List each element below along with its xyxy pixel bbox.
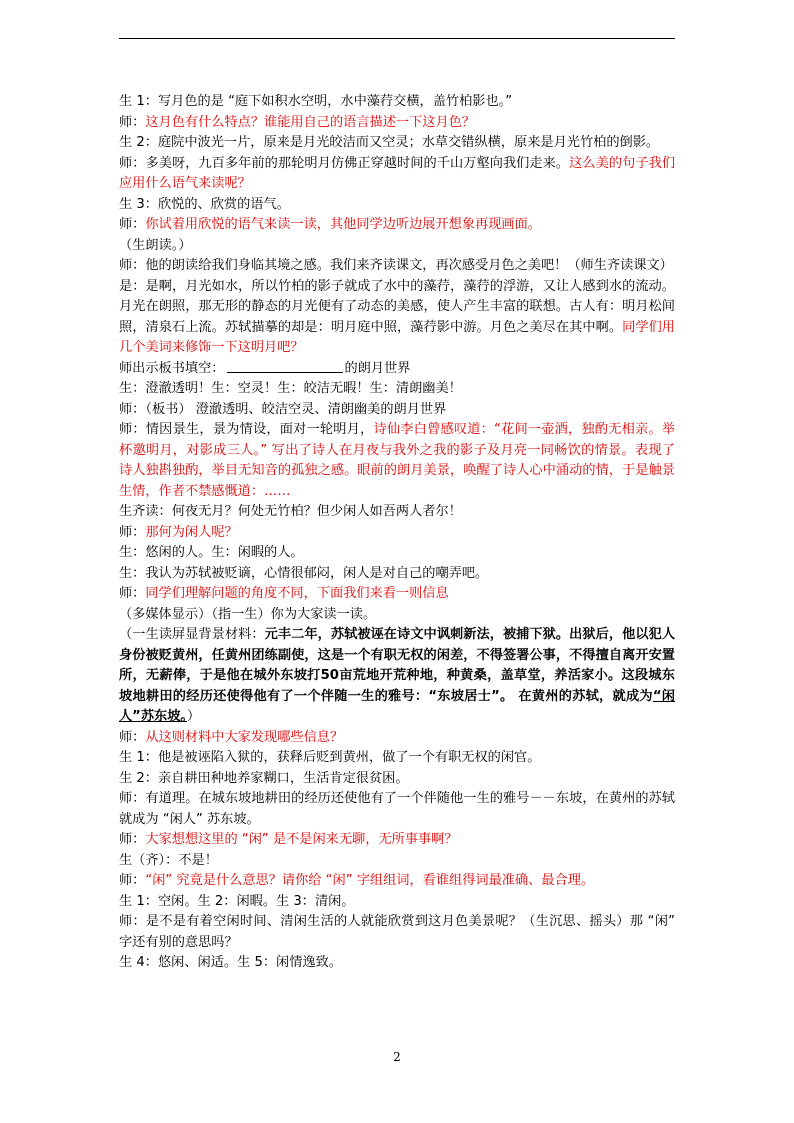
- paragraph: [119, 543, 675, 564]
- text-run: 师：: [119, 217, 146, 232]
- header-rule: [119, 38, 675, 39]
- text-run: 师：: [119, 832, 146, 847]
- text-run: 是：是啊，月光如水，所以竹柏的影子就成了水中的藻荇，藻荇的浮游，又让人感到水的流动。月光在朗照，那无形的静态的月光便有了动态的美感，使人产生丰富的联想。古人有：明月松间照，清泉石上流。苏轼描摹的却是：明月庭中照，藻荇影中游。月色之美尽在其中啊。: [119, 278, 675, 335]
- text-run: 师：: [119, 114, 146, 130]
- paragraph: [119, 277, 675, 359]
- text-run: 生：我认为苏轼被贬谪，心情很郁闷，闲人是对自己的嘲弄吧。: [119, 565, 489, 581]
- paragraph: [119, 400, 675, 421]
- paragraph: [119, 502, 675, 523]
- text-run: 生 1：空闲。生 2：闲暇。生 3：清闲。: [119, 893, 355, 909]
- fill-in-blank: [227, 360, 343, 373]
- text-run: 生（齐）：不是！: [119, 852, 218, 868]
- text-run: （一生读屏显背景材料：: [119, 627, 265, 642]
- text-run: 生 2：庭院中波光一片，原来是月光皎洁而又空灵；水草交错纵横，原来是月光竹柏的倒影。: [119, 135, 660, 150]
- text-run: 生 1：写月色的是 “庭下如积水空明，水中藻荇交横，盖竹柏影也。”: [119, 94, 513, 109]
- paragraph: [119, 154, 675, 195]
- text-run: 师出示板书填空：: [119, 360, 225, 376]
- teacher-prompt-text: 这月色有什么特点？谁能用自己的语言描述一下这月色？: [145, 114, 476, 130]
- text-run: 元丰二年，苏轼被诬在诗文中讽刺新法，被捕下狱。出狱后，他以犯人身份被贬黄州，任黄州团练副使，这是一个有职无权的闲差，不得签署公事，不得擅自离开安置所，无薪俸，于是他在城外东坡打50亩荒地开荒种地，种黄桑，盖草堂，养活家小。这段城东坡地耕田的经历还使得他有了一个伴随一生的雅号：“东坡居士”。 在黄州的苏轼，就成为: [119, 627, 676, 704]
- text-run: 师：: [119, 729, 146, 745]
- paragraph: [119, 113, 675, 134]
- paragraph: [119, 830, 675, 851]
- paragraph: [119, 892, 675, 913]
- paragraph: [119, 420, 675, 502]
- paragraph: [119, 769, 675, 790]
- text-run: 生 4：悠闲、闲适。生 5：闲情逸致。: [119, 955, 342, 970]
- text-run: 师：: [119, 873, 146, 888]
- text-run: 生 2：亲自耕田种地养家糊口，生活肯定很贫困。: [119, 770, 409, 786]
- text-run: 师：是不是有着空闲时间、清闲生活的人就能欣赏到这月色美景呢？（生沉思、摇头）那 “闲” 字还有别的意思吗？: [119, 914, 675, 950]
- paragraph: [119, 789, 675, 830]
- page-number: 2: [393, 1050, 401, 1064]
- teacher-prompt-text: 那何为闲人呢？: [145, 524, 238, 540]
- text-run: ）: [187, 709, 201, 724]
- paragraph: [119, 133, 675, 154]
- text-run: 师：他的朗读给我们身临其境之感。我们来齐读课文，再次感受月色之美吧！（师生齐读课文）: [119, 258, 673, 273]
- text-run: （多媒体显示）（指一生）你为大家读一读。: [119, 606, 377, 622]
- paragraph: [119, 625, 675, 728]
- text-run: 师：: [119, 524, 146, 540]
- text-run: 师：有道理。在城东坡地耕田的经历还使他有了一个伴随他一生的雅号－－东坡，在黄州的苏轼就成为 “闲人” 苏东坡。: [119, 791, 675, 827]
- paragraph: [119, 953, 675, 974]
- paragraph: [119, 379, 675, 400]
- teacher-prompt-text: 你试着用欣悦的语气来读一读，其他同学边听边展开想象再现画面。: [145, 217, 541, 232]
- text-run: 师：: [119, 586, 146, 601]
- paragraph: [119, 523, 675, 544]
- teacher-prompt-text: 同学们用几个美词来修饰一下这明月吧？: [119, 319, 675, 355]
- text-run: 师：（板书） 澄澈透明、皎洁空灵、清朗幽美的朗月世界: [119, 401, 447, 417]
- paragraph: [119, 851, 675, 872]
- paragraph: [119, 584, 675, 605]
- teacher-prompt-text: 大家想想这里的 “闲” 是不是闲来无聊，无所事事啊？: [145, 832, 458, 847]
- paragraph: [119, 236, 675, 257]
- text-run: （生朗读。）: [119, 237, 192, 253]
- text-run: 生 1：他是被诬陷入狱的，获释后贬到黄州，做了一个有职无权的闲官。: [119, 750, 541, 765]
- paragraph: [119, 871, 675, 892]
- teacher-prompt-text: 同学们理解问题的角度不同，下面我们来看一则信息: [145, 586, 449, 601]
- text-run: 生 3：欣悦的、欣赏的语气。: [119, 196, 290, 212]
- text-run: 生：悠闲的人。生：闲暇的人。: [119, 545, 304, 560]
- paragraph: [119, 728, 675, 749]
- paragraph: [119, 748, 675, 769]
- text-run: 师：情因景生，景为情设，面对一轮明月，: [119, 422, 374, 437]
- paragraph: [119, 215, 675, 236]
- teacher-prompt-text: “闲” 究竟是什么意思？请你给 “闲” 字组组词，看谁组得词最准确、最合理。: [145, 873, 595, 888]
- text-run: 师：多美呀，九百多年前的那轮明月仿佛正穿越时间的千山万壑向我们走来。: [119, 155, 570, 171]
- text-run: 生齐读：何夜无月？何处无竹柏？但少闲人如吾两人者尔！: [119, 504, 462, 519]
- paragraph: [119, 195, 675, 216]
- teacher-prompt-text: 诗仙李白曾感叹道：“花间一壶酒，独酌无相亲。举杯邀明月，对影成三人。” 写出了诗人在月夜与我外之我的影子及月亮一同畅饮的情景。表现了诗人独斟独酌，举目无知音的孤独之感。眼前的朗月美景，唤醒了诗人心中涌动的情，于是触景生情，作者不禁感慨道：……: [119, 422, 675, 499]
- teacher-prompt-text: 这么美的句子我们应用什么语气来读呢？: [119, 155, 676, 191]
- paragraph: [119, 605, 675, 626]
- text-run: “闲人”苏东坡。: [119, 688, 675, 724]
- teacher-prompt-text: 从这则材料中大家发现哪些信息？: [145, 729, 344, 745]
- paragraph: [119, 359, 675, 380]
- paragraph: [119, 92, 675, 113]
- paragraph: [119, 256, 675, 277]
- paragraph: [119, 912, 675, 953]
- text-run: 的朗月世界: [344, 360, 411, 376]
- document-body: [119, 92, 675, 974]
- text-run: 生：澄澈透明！生：空灵！生：皎洁无暇！生：清朗幽美！: [119, 381, 462, 396]
- paragraph: [119, 564, 675, 585]
